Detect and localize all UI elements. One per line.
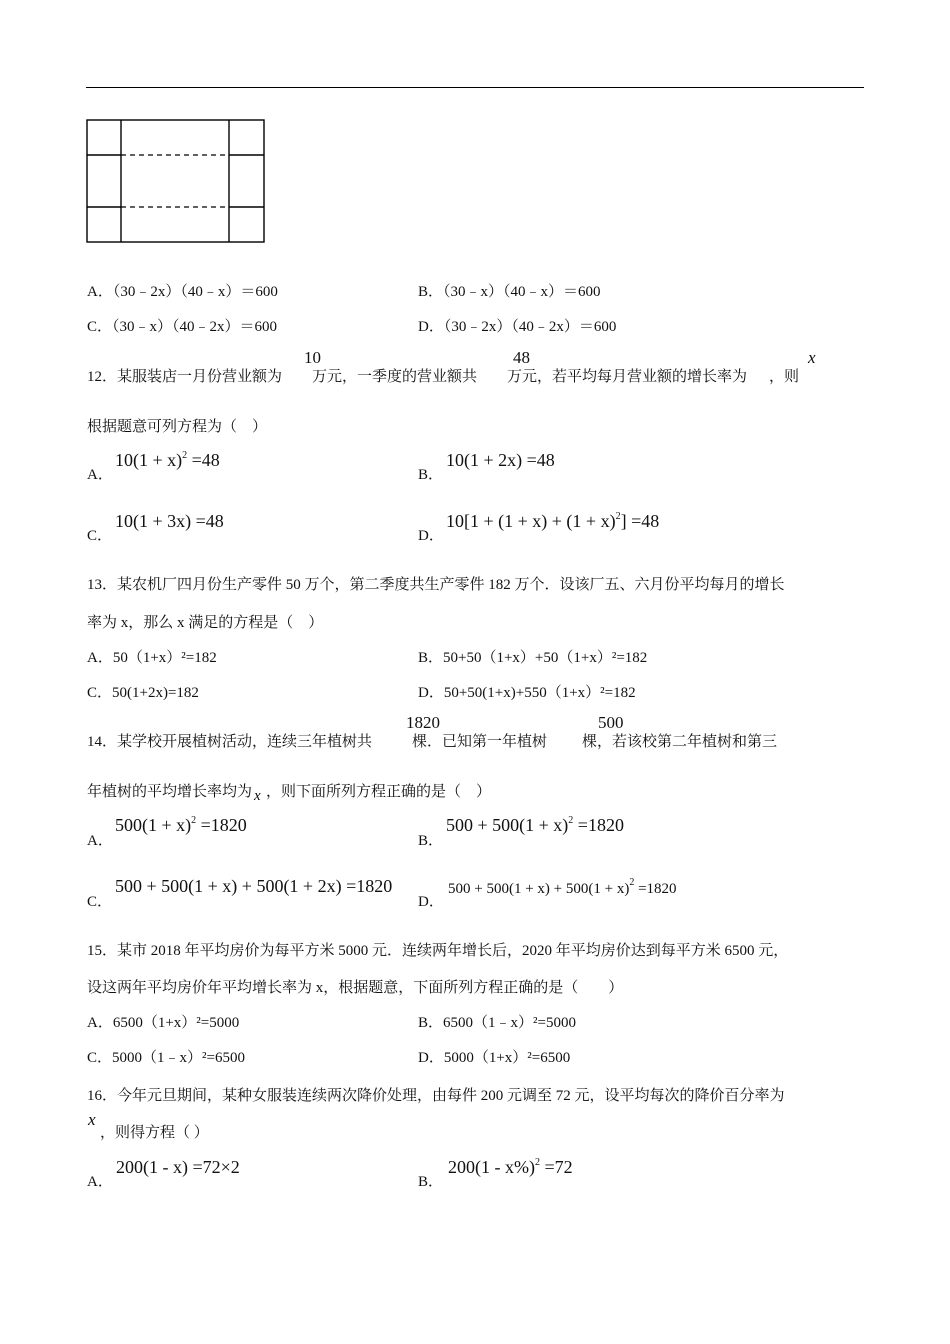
q14-stem-line2: 年植树的平均增长率均为 x ，则下面所列方程正确的是（ ） xyxy=(87,784,492,804)
q16-b-label: B． xyxy=(418,1174,444,1190)
q12-var-x: x xyxy=(808,348,816,367)
header-rule xyxy=(86,87,864,88)
q12-option-c: 10(1 + 3x) =48 xyxy=(115,511,224,531)
q11-option-a: A．（30﹣2x）（40﹣x）＝600 xyxy=(87,284,278,300)
q12-option-d: $10[1 + (1 + x) + (1 + x)^2] =48$ xyxy=(446,511,660,531)
q12-b-label: B． xyxy=(418,467,444,483)
q15-option-a: A．6500（1+x）²=5000 xyxy=(87,1015,240,1031)
q16-option-a: 200(1 - x) =72×2 xyxy=(116,1157,240,1177)
q11-option-d: D．（30﹣2x）（40﹣2x）＝600 xyxy=(418,319,617,335)
q14-d-label: D． xyxy=(418,894,444,910)
q13-option-d: D．50+50(1+x)+550（1+x）²=182 xyxy=(418,685,636,701)
q14-option-c: 500 + 500(1 + x) + 500(1 + 2x) =1820 xyxy=(115,876,393,896)
q12-d-label: D． xyxy=(418,528,444,544)
q16-a-label: A． xyxy=(87,1174,113,1190)
q12-value-48: 48 xyxy=(513,348,530,367)
q12-value-10: 10 xyxy=(304,348,321,367)
q16-stem-line1: 16．今年元旦期间，某种女服装连续两次降价处理，由每件 200 元调至 72 元，设平均每次的降价百分率为 xyxy=(87,1088,785,1104)
q12-c-label: C． xyxy=(87,528,113,544)
q14-stem-line1: 14．某学校开展植树活动，连续三年植树共 棵．已知第一年植树 棵，若该校第二年植树和第三 xyxy=(87,734,778,750)
q12-option-b: 10(1 + 2x) =48 xyxy=(446,450,555,470)
rectangle-figure xyxy=(86,119,268,245)
q13-stem-line2: 率为 x，那么 x 满足的方程是（ ） xyxy=(87,615,324,631)
q12-stem-line2: 根据题意可列方程为（ ） xyxy=(87,419,268,435)
q14-value-1820: 1820 xyxy=(406,713,440,732)
q15-option-d: D．5000（1+x）²=6500 xyxy=(418,1050,571,1066)
q15-stem-line2: 设这两年平均房价年平均增长率为 x，根据题意，下面所列方程正确的是（ ） xyxy=(87,980,624,996)
q15-stem-line1: 15．某市 2018 年平均房价为每平方米 5000 元．连续两年增长后，2020 年平均房价达到每平方米 6500 元， xyxy=(87,943,789,959)
q16-option-b: 200(1 - x%)$^2$ =72 xyxy=(448,1157,573,1177)
q14-a-label: A． xyxy=(87,833,113,849)
q11-option-c: C．（30﹣x）（40﹣2x）＝600 xyxy=(87,319,278,335)
q14-var-x: x xyxy=(254,788,261,804)
q13-option-c: C．50(1+2x)=182 xyxy=(87,685,199,701)
q11-option-b: B．（30﹣x）（40﹣x）＝600 xyxy=(418,284,601,300)
q12-stem-line1: 12．某服装店一月份营业额为 万元，一季度的营业额共 万元，若平均每月营业额的增长率为 ，则 xyxy=(87,369,800,385)
q14-value-500: 500 xyxy=(598,713,624,732)
q14-b-label: B． xyxy=(418,833,444,849)
q14-c-label: C． xyxy=(87,894,113,910)
q13-option-a: A．50（1+x）²=182 xyxy=(87,650,217,666)
q15-option-b: B．6500（1﹣x）²=5000 xyxy=(418,1015,576,1031)
q12-option-a: $10(1 + x)^2 =48$ xyxy=(115,450,220,470)
q15-option-c: C．5000（1﹣x）²=6500 xyxy=(87,1050,245,1066)
q13-stem-line1: 13．某农机厂四月份生产零件 50 万个，第二季度共生产零件 182 万个．设该厂五、六月份平均每月的增长 xyxy=(87,577,785,593)
q16-stem-line2: ，则得方程（ ） xyxy=(100,1125,209,1141)
q14-option-a: $500(1 + x)^2 =1820$ xyxy=(115,815,247,835)
q12-a-label: A． xyxy=(87,467,113,483)
q16-var-x: x xyxy=(88,1110,96,1129)
q14-option-b: $500 + 500(1 + x)^2 =1820$ xyxy=(446,815,624,835)
q13-option-b: B．50+50（1+x）+50（1+x）²=182 xyxy=(418,650,648,666)
q14-option-d: $500 + 500(1 + x) + 500(1 + x)^2 =1820$ xyxy=(448,877,677,897)
